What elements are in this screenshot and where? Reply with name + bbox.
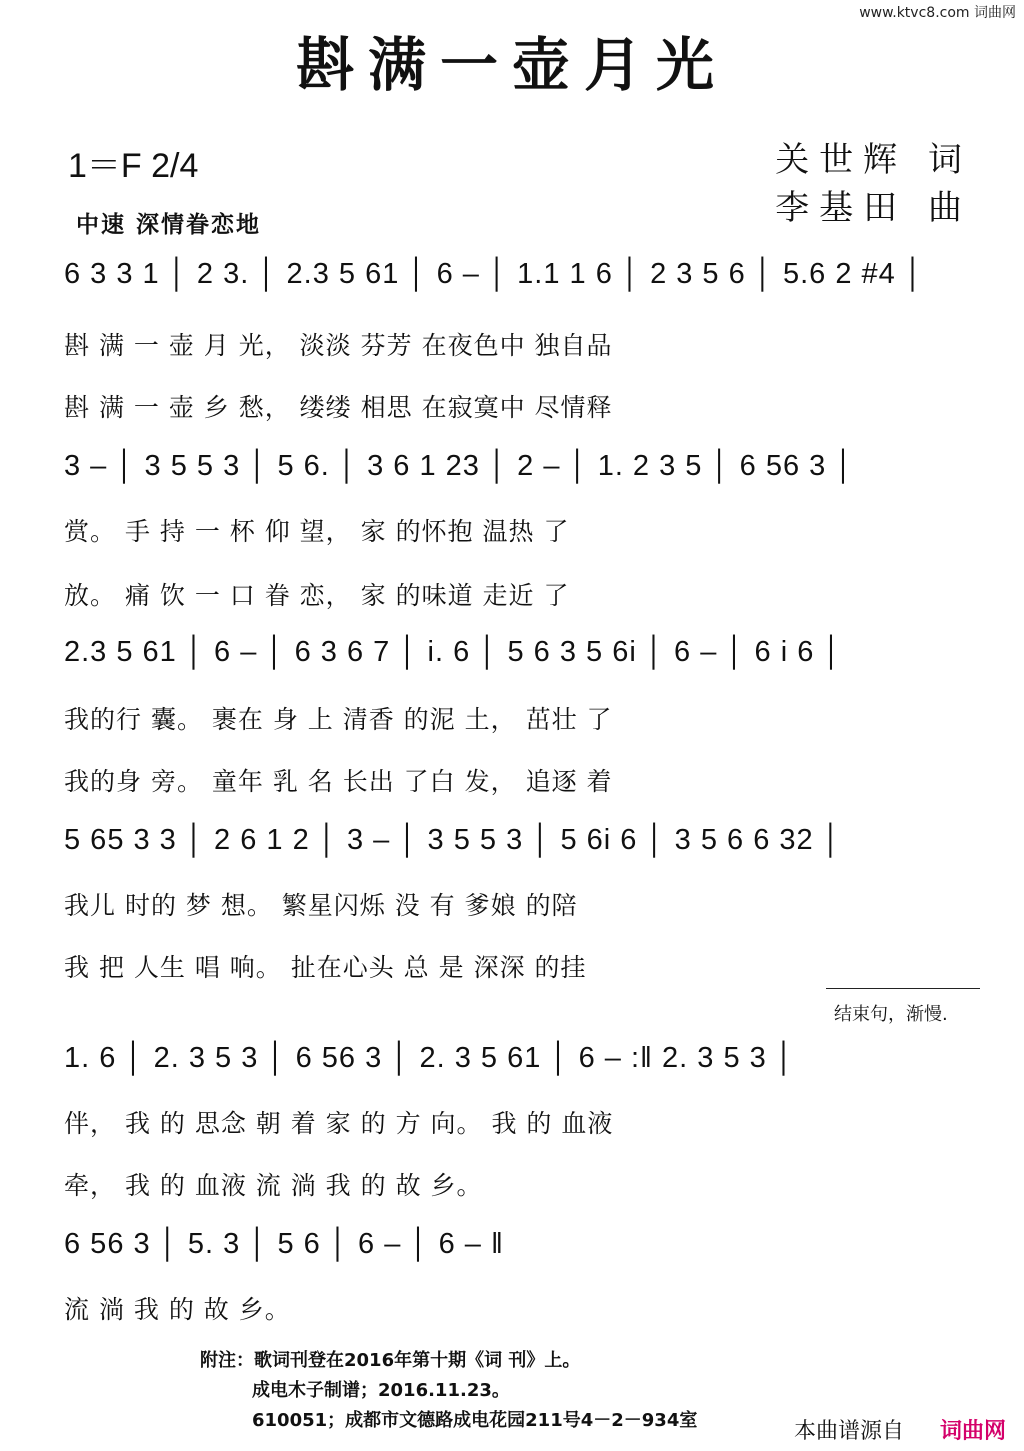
song-title: 斟满一壶月光 bbox=[295, 31, 728, 99]
key-signature: 1＝F 2/4 bbox=[68, 147, 199, 185]
lyric-line: 赏。 手 持 一 杯 仰 望， 家 的怀抱 温热 了 bbox=[64, 517, 570, 546]
ending-bracket bbox=[826, 988, 980, 989]
lyric-line: 我的身 旁。 童年 乳 名 长出 了白 发， 追逐 着 bbox=[64, 767, 613, 796]
notation-line: 6 56 3 │ 5. 3 │ 5 6 │ 6 – │ 6 – ‖ bbox=[64, 1228, 504, 1260]
brand-logo-text: 词曲网 bbox=[939, 1419, 1006, 1444]
footnote: 610051；成都市文德路成电花园211号4－2－934室 bbox=[252, 1410, 698, 1431]
ending-note: 结束句，渐慢. bbox=[834, 1004, 948, 1025]
lyric-line: 我 把 人生 唱 响。 扯在心头 总 是 深深 的挂 bbox=[64, 953, 587, 982]
lyric-line: 流 淌 我 的 故 乡。 bbox=[64, 1295, 291, 1324]
lyric-line: 我儿 时的 梦 想。 繁星闪烁 没 有 爹娘 的陪 bbox=[64, 891, 578, 920]
lyric-line: 放。 痛 饮 一 口 眷 恋， 家 的味道 走近 了 bbox=[64, 581, 570, 610]
lyric-line: 牵， 我 的 血液 流 淌 我 的 故 乡。 bbox=[64, 1171, 483, 1200]
lyric-line: 斟 满 一 壶 乡 愁， 缕缕 相思 在寂寞中 尽情释 bbox=[64, 393, 613, 422]
notation-line: 3 – │ 3 5 5 3 │ 5 6. │ 3 6 1 23 │ 2 – │ 1. 2 3 5 │ 6 56 3 │ bbox=[64, 450, 855, 482]
lyric-line: 斟 满 一 壶 月 光， 淡淡 芬芳 在夜色中 独自品 bbox=[64, 331, 613, 360]
footnote: 成电木子制谱；2016.11.23。 bbox=[252, 1380, 510, 1401]
notation-line: 5 65 3 3 │ 2 6 1 2 │ 3 – │ 3 5 5 3 │ 5 6i 6 │ 3 5 6 6 32 │ bbox=[64, 824, 842, 856]
footnote: 附注：歌词刊登在2016年第十期《词 刊》上。 bbox=[200, 1350, 581, 1371]
lyricist-credit: 关世辉 词 bbox=[775, 140, 972, 180]
composer-credit: 李基田 曲 bbox=[775, 188, 972, 228]
notation-line: 1. 6 │ 2. 3 5 3 │ 6 56 3 │ 2. 3 5 61 │ 6 – :‖ 2. 3 5 3 │ bbox=[64, 1042, 795, 1074]
source-label: 本曲谱源自 bbox=[793, 1419, 904, 1444]
notation-line: 6 3 3 1 │ 2 3. │ 2.3 5 61 │ 6 – │ 1.1 1 6 │ 2 3 5 6 │ 5.6 2 #4 │ bbox=[64, 258, 924, 290]
lyric-line: 伴， 我 的 思念 朝 着 家 的 方 向。 我 的 血液 bbox=[64, 1109, 614, 1138]
site-watermark: www.ktvc8.com 词曲网 bbox=[859, 5, 1016, 21]
tempo-marking: 中速 深情眷恋地 bbox=[76, 212, 262, 238]
lyric-line: 我的行 囊。 裹在 身 上 清香 的泥 土， 茁壮 了 bbox=[64, 705, 613, 734]
notation-line: 2.3 5 61 │ 6 – │ 6 3 6 7 │ i. 6 │ 5 6 3 5 6i │ 6 – │ 6 i 6 │ bbox=[64, 636, 843, 668]
